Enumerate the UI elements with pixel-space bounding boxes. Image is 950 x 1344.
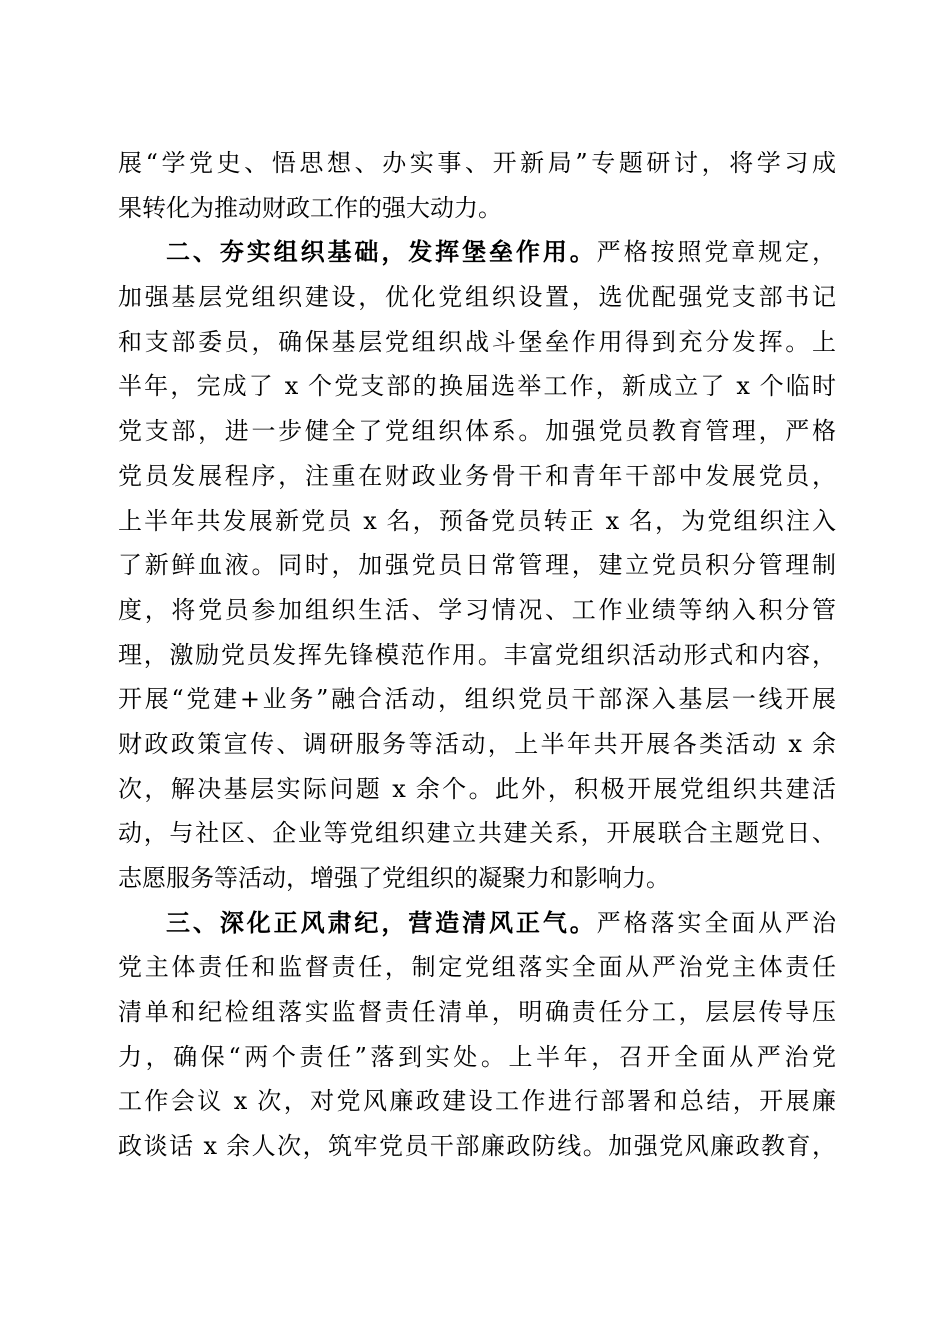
- text-line: [118, 945, 836, 990]
- body-text: 党员发展程序，注重在财政业务骨干和青年干部中发展党员，: [118, 461, 836, 490]
- body-text: 清单和纪检组落实监督责任清单，明确责任分工，层层传导压: [118, 998, 836, 1027]
- text-line: [118, 275, 836, 320]
- body-text: 党主体责任和监督责任，制定党组落实全面从严治党主体责任: [118, 953, 836, 982]
- body-text: 次，解决基层实际问题 x 余个。此外，积极开展党组织共建活: [118, 774, 836, 803]
- body-text: 度，将党员参加组织生活、学习情况、工作业绩等纳入积分管: [118, 595, 836, 624]
- text-line: [118, 364, 836, 409]
- text-line: [118, 186, 836, 231]
- text-line: [118, 409, 836, 454]
- body-text: 理，激励党员发挥先锋模范作用。丰富党组织活动形式和内容，: [118, 640, 836, 669]
- body-text: 和支部委员，确保基层党组织战斗堡垒作用得到充分发挥。上: [118, 327, 836, 356]
- text-line: [118, 722, 836, 767]
- body-text: 开展“党建+业务”融合活动，组织党员干部深入基层一线开展: [118, 685, 836, 714]
- text-line: [118, 543, 836, 588]
- text-line: [118, 320, 836, 365]
- section-heading: 三、深化正风肃纪，营造清风正气。: [166, 908, 597, 937]
- text-line: [118, 633, 836, 678]
- document-page: [118, 141, 836, 1169]
- body-text: 动，与社区、企业等党组织建立共建关系，开展联合主题党日、: [118, 819, 836, 848]
- body-text: 上半年共发展新党员 x 名，预备党员转正 x 名，为党组织注入: [118, 506, 836, 535]
- text-line: [118, 141, 836, 186]
- body-text: 政谈话 x 余人次，筑牢党员干部廉政防线。加强党风廉政教育，: [118, 1132, 836, 1161]
- body-text: 工作会议 x 次，对党风廉政建设工作进行部署和总结，开展廉: [118, 1087, 836, 1116]
- body-text: 半年，完成了 x 个党支部的换届选举工作，新成立了 x 个临时: [118, 372, 836, 401]
- body-text: 了新鲜血液。同时，加强党员日常管理，建立党员积分管理制: [118, 551, 836, 580]
- body-text: 党支部，进一步健全了党组织体系。加强党员教育管理，严格: [118, 417, 836, 446]
- text-line: [118, 454, 836, 499]
- text-line: [118, 588, 836, 633]
- text-line: [118, 811, 836, 856]
- body-text: 志愿服务等活动，增强了党组织的凝聚力和影响力。: [118, 864, 670, 892]
- text-line: [118, 1035, 836, 1080]
- text-line: [118, 499, 836, 544]
- body-text: 加强基层党组织建设，优化党组织设置，选优配强党支部书记: [118, 283, 836, 312]
- text-line: [118, 1124, 836, 1169]
- text-line: [118, 767, 836, 812]
- text-line: [118, 856, 836, 901]
- text-line: [118, 1079, 836, 1124]
- text-line: [118, 990, 836, 1035]
- body-text: 展“学党史、悟思想、办实事、开新局”专题研讨，将学习成: [118, 149, 836, 177]
- body-text: 严格落实全面从严治: [596, 908, 837, 937]
- body-text: 力，确保“两个责任”落到实处。上半年，召开全面从严治党: [118, 1042, 836, 1071]
- section-heading: 二、夯实组织基础，发挥堡垒作用。: [166, 238, 597, 267]
- section-heading-line: [118, 230, 836, 275]
- section-heading-line: [118, 901, 836, 946]
- body-text: 严格按照党章规定，: [596, 238, 837, 267]
- text-line: [118, 677, 836, 722]
- body-text: 财政政策宣传、调研服务等活动，上半年共开展各类活动 x 余: [118, 729, 836, 758]
- body-text: 果转化为推动财政工作的强大动力。: [118, 193, 502, 222]
